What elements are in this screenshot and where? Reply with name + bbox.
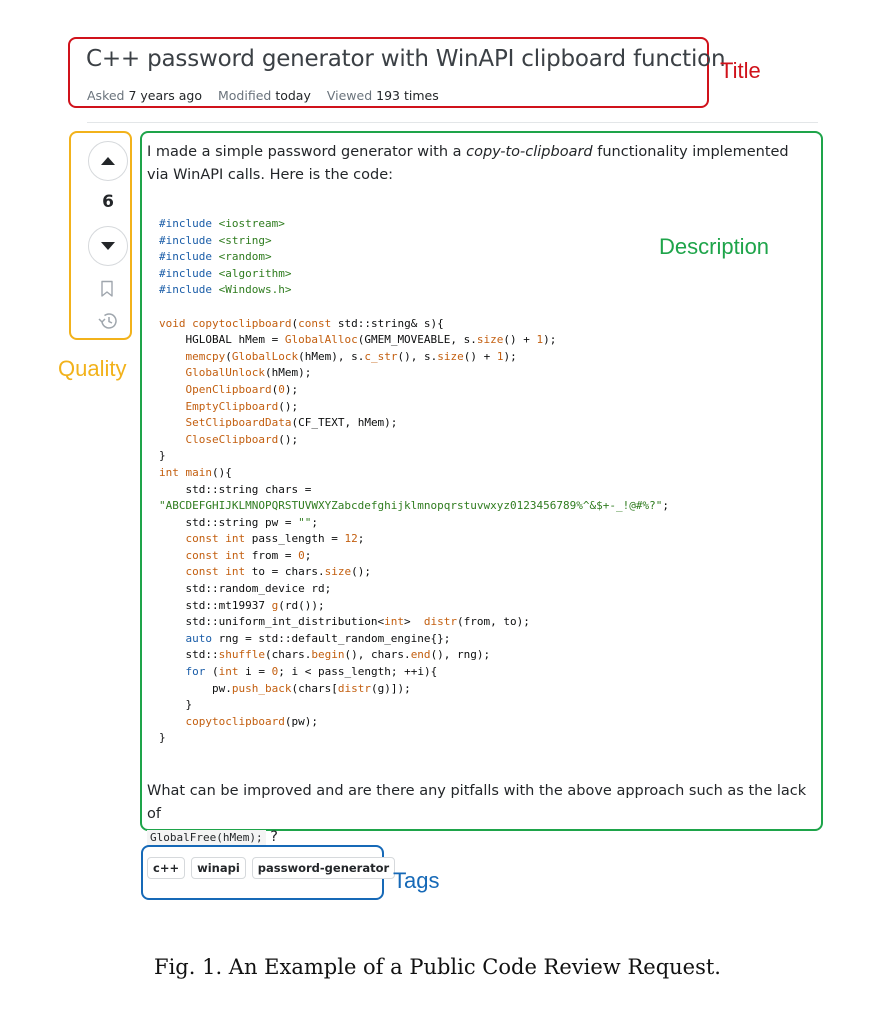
code-line: std::shuffle(chars.begin(), chars.end(), rng); <box>159 648 491 662</box>
annotation-title-label: Title <box>720 58 761 83</box>
code-line: HGLOBAL hMem = GlobalAlloc(GMEM_MOVEABLE, s.size() + 1); <box>159 333 557 347</box>
code-line: copytoclipboard(pw); <box>185 714 318 728</box>
tag-winapi[interactable]: winapi <box>191 857 246 879</box>
vote-count: 6 <box>102 192 114 212</box>
code-line: const int to = chars.size(); <box>185 565 371 579</box>
question-intro <box>147 141 807 187</box>
code-line: #include <random> <box>159 250 272 264</box>
closing-text: What can be improved and are there any pitfalls with the above approach such as the lack of <box>147 783 807 822</box>
annotation-description-label: Description <box>659 234 770 259</box>
modified-label: Modified <box>218 88 272 103</box>
intro-text-after: functionality implemented via WinAPI calls. Here is the code: <box>147 144 789 183</box>
code-line: auto rng = std::default_random_engine{}; <box>185 631 451 645</box>
arrow-down-icon <box>101 242 115 250</box>
code-line: #include <iostream> <box>159 217 285 230</box>
downvote-button[interactable] <box>88 226 128 266</box>
tag-password-generator[interactable]: password-generator <box>252 857 395 879</box>
history-button[interactable] <box>97 311 119 335</box>
code-block[interactable] <box>159 216 669 747</box>
figure-caption: Fig. 1. An Example of a Public Code Review Request. <box>154 955 721 979</box>
code-line: #include <string> <box>159 233 272 247</box>
code-line: std::random_device rd; <box>159 582 332 596</box>
bookmark-button[interactable] <box>99 280 115 302</box>
code-line: SetClipboardData(CF_TEXT, hMem); <box>185 416 398 430</box>
viewed-value: 193 times <box>376 88 439 103</box>
modified-value: today <box>275 88 311 103</box>
annotation-tags-label: Tags <box>393 868 440 893</box>
code-line: memcpy(GlobalLock(hMem), s.c_str(), s.size() + 1); <box>185 349 517 363</box>
code-line: void copytoclipboard(const std::string& s){ <box>159 316 444 330</box>
intro-emphasis: copy-to-clipboard <box>466 144 593 160</box>
inline-code: GlobalFree(hMem); <box>147 830 266 845</box>
history-icon <box>97 311 119 331</box>
code-line: GlobalUnlock(hMem); <box>185 366 312 380</box>
question-closing <box>147 780 812 849</box>
question-title[interactable]: C++ password generator with WinAPI clipboard function <box>86 46 726 72</box>
upvote-button[interactable] <box>88 141 128 181</box>
code-line: const int from = 0; <box>185 548 312 562</box>
code-line: } <box>159 449 166 463</box>
asked-label: Asked <box>87 88 125 103</box>
asked-value: 7 years ago <box>128 88 203 103</box>
code-line: "ABCDEFGHIJKLMNOPQRSTUVWXYZabcdefghijklmnopqrstuvwxyz0123456789%^&$+-_!@#%?"; <box>159 499 669 513</box>
code-line: const int pass_length = 12; <box>185 532 365 546</box>
code-line: #include <Windows.h> <box>159 283 292 297</box>
code-line: int main(){ <box>159 465 232 479</box>
code-line: std::string chars = <box>159 482 312 496</box>
code-line: std::string pw = ""; <box>159 515 318 529</box>
bookmark-icon <box>99 280 115 298</box>
code-line: EmptyClipboard(); <box>185 399 299 413</box>
arrow-up-icon <box>101 157 115 165</box>
code-line: CloseClipboard(); <box>185 432 299 446</box>
code-line <box>159 299 669 316</box>
viewed-label: Viewed <box>326 88 373 103</box>
code-line: OpenClipboard(0); <box>185 382 299 396</box>
header-divider <box>87 122 818 123</box>
annotation-quality-label: Quality <box>58 356 127 381</box>
code-line: for (int i = 0; i < pass_length; ++i){ <box>185 665 438 679</box>
code-line: } <box>159 731 166 745</box>
code-line: std::uniform_int_distribution<int> distr(from, to); <box>159 615 530 629</box>
code-line: #include <algorithm> <box>159 266 292 280</box>
tag-cpp[interactable]: c++ <box>147 857 185 879</box>
intro-text-before: I made a simple password generator with a <box>147 144 467 160</box>
code-line: pw.push_back(chars[distr(g)]); <box>159 681 411 695</box>
tag-list <box>147 857 395 879</box>
code-line: std::mt19937 g(rd()); <box>159 598 325 612</box>
question-meta <box>87 88 451 103</box>
closing-mark: ? <box>265 829 278 845</box>
code-line: } <box>159 698 193 712</box>
